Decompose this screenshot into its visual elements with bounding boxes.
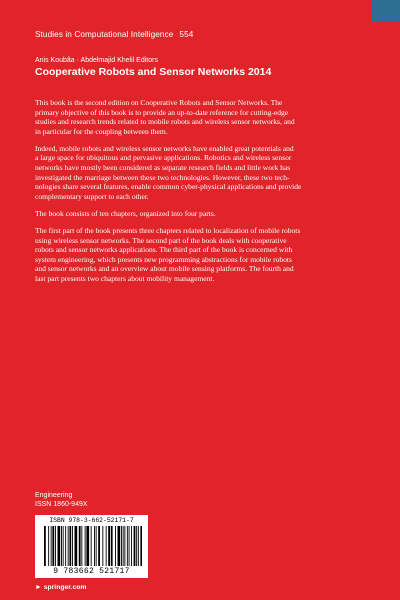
barcode-bar [136, 526, 137, 566]
barcode-bar [111, 526, 113, 566]
barcode-bar [58, 526, 61, 566]
barcode-bar [118, 526, 121, 566]
barcode-bar [134, 526, 136, 566]
barcode-bar [98, 526, 100, 566]
barcode-bar [44, 526, 46, 566]
isbn-label: ISBN 978-3-662-52171-7 [49, 517, 134, 524]
series-line [35, 30, 193, 39]
barcode-bar [81, 526, 82, 566]
barcode-bar [68, 526, 69, 566]
blurb-text [35, 98, 371, 291]
ean-number: 9 783662 521717 [53, 567, 130, 576]
blurb-paragraph-1: This book is the second edition on Cooperative Robots and Sensor Networks. The primary objective of this book is to provide an up-to-date reference for cutting-edge studies and research trends related to mobile robots and wireless sensor networks, and in particular for the coupling between them. [35, 98, 295, 136]
blurb-paragraph-4: The first part of the book presents three chapters related to localization of mobile robots using wireless sensor networks. The second part of the book deals with cooperative robots and sensor networks applications. The third part of the book is concerned with system engineering, which presents new programming abstractions for mobile robots and sensor networks and an overview about mobile sensing platforms. The fourth and last part presents two chapters about mobility management. [35, 226, 301, 283]
barcode-bar [69, 526, 71, 566]
barcode-bar [106, 526, 107, 566]
arrow-icon: ► [35, 584, 42, 591]
barcode-bar [75, 526, 78, 566]
publisher-website [35, 584, 86, 591]
issn-label: ISSN 1860-949X [35, 501, 88, 508]
barcode-bar [96, 526, 97, 566]
barcode-bar [63, 526, 64, 566]
barcode-bar [55, 526, 56, 566]
barcode-bar [124, 526, 125, 566]
editors-line: Anis Koubâa · Abdelmajid Khelil Editors [35, 57, 158, 64]
barcode-bar [65, 526, 66, 566]
series-name: Studies in Computational Intelligence [35, 30, 174, 39]
barcode-bar [79, 526, 81, 566]
website-label: springer.com [43, 584, 87, 591]
barcode-bar [102, 526, 103, 566]
barcode-bar [131, 526, 132, 566]
barcode-bar [86, 526, 89, 566]
barcode-bar [138, 526, 139, 566]
barcode-bar [94, 526, 95, 566]
barcode-bar [72, 526, 73, 566]
barcode [35, 515, 148, 578]
barcode-bar [48, 526, 49, 566]
barcode-bar [61, 526, 62, 566]
series-number: 554 [179, 30, 194, 39]
blurb-paragraph-3: The book consists of ten chapters, organized into four parts. [35, 208, 216, 218]
barcode-bar [127, 526, 128, 566]
barcode-bar [51, 526, 52, 566]
subject-label: Engineering [35, 492, 73, 499]
barcode-bar [129, 526, 130, 566]
barcode-bar [121, 526, 122, 566]
barcode-bar [115, 526, 116, 566]
barcode-bar [91, 526, 92, 566]
barcode-bar [85, 526, 86, 566]
blurb-paragraph-2: Indeed, mobile robots and wireless sensor networks have enabled great potentials and a large space for ubiquitous and pervasive applications. Robotics and wireless sensor networks have mostly been considered as separate research fields and little work has investigated the marriage between these two technologies. However, these two tech- nologies share several features, enable common cyber-physical applications and provide complementary support to each other. [35, 143, 302, 201]
barcode-bar [123, 526, 124, 566]
book-title: Cooperative Robots and Sensor Networks 2014 [35, 66, 272, 78]
barcode-bar [140, 526, 142, 566]
cover-accent-tab [372, 0, 400, 22]
barcode-bar [52, 526, 54, 566]
barcode-bar [108, 526, 110, 566]
barcode-bars [44, 526, 142, 566]
